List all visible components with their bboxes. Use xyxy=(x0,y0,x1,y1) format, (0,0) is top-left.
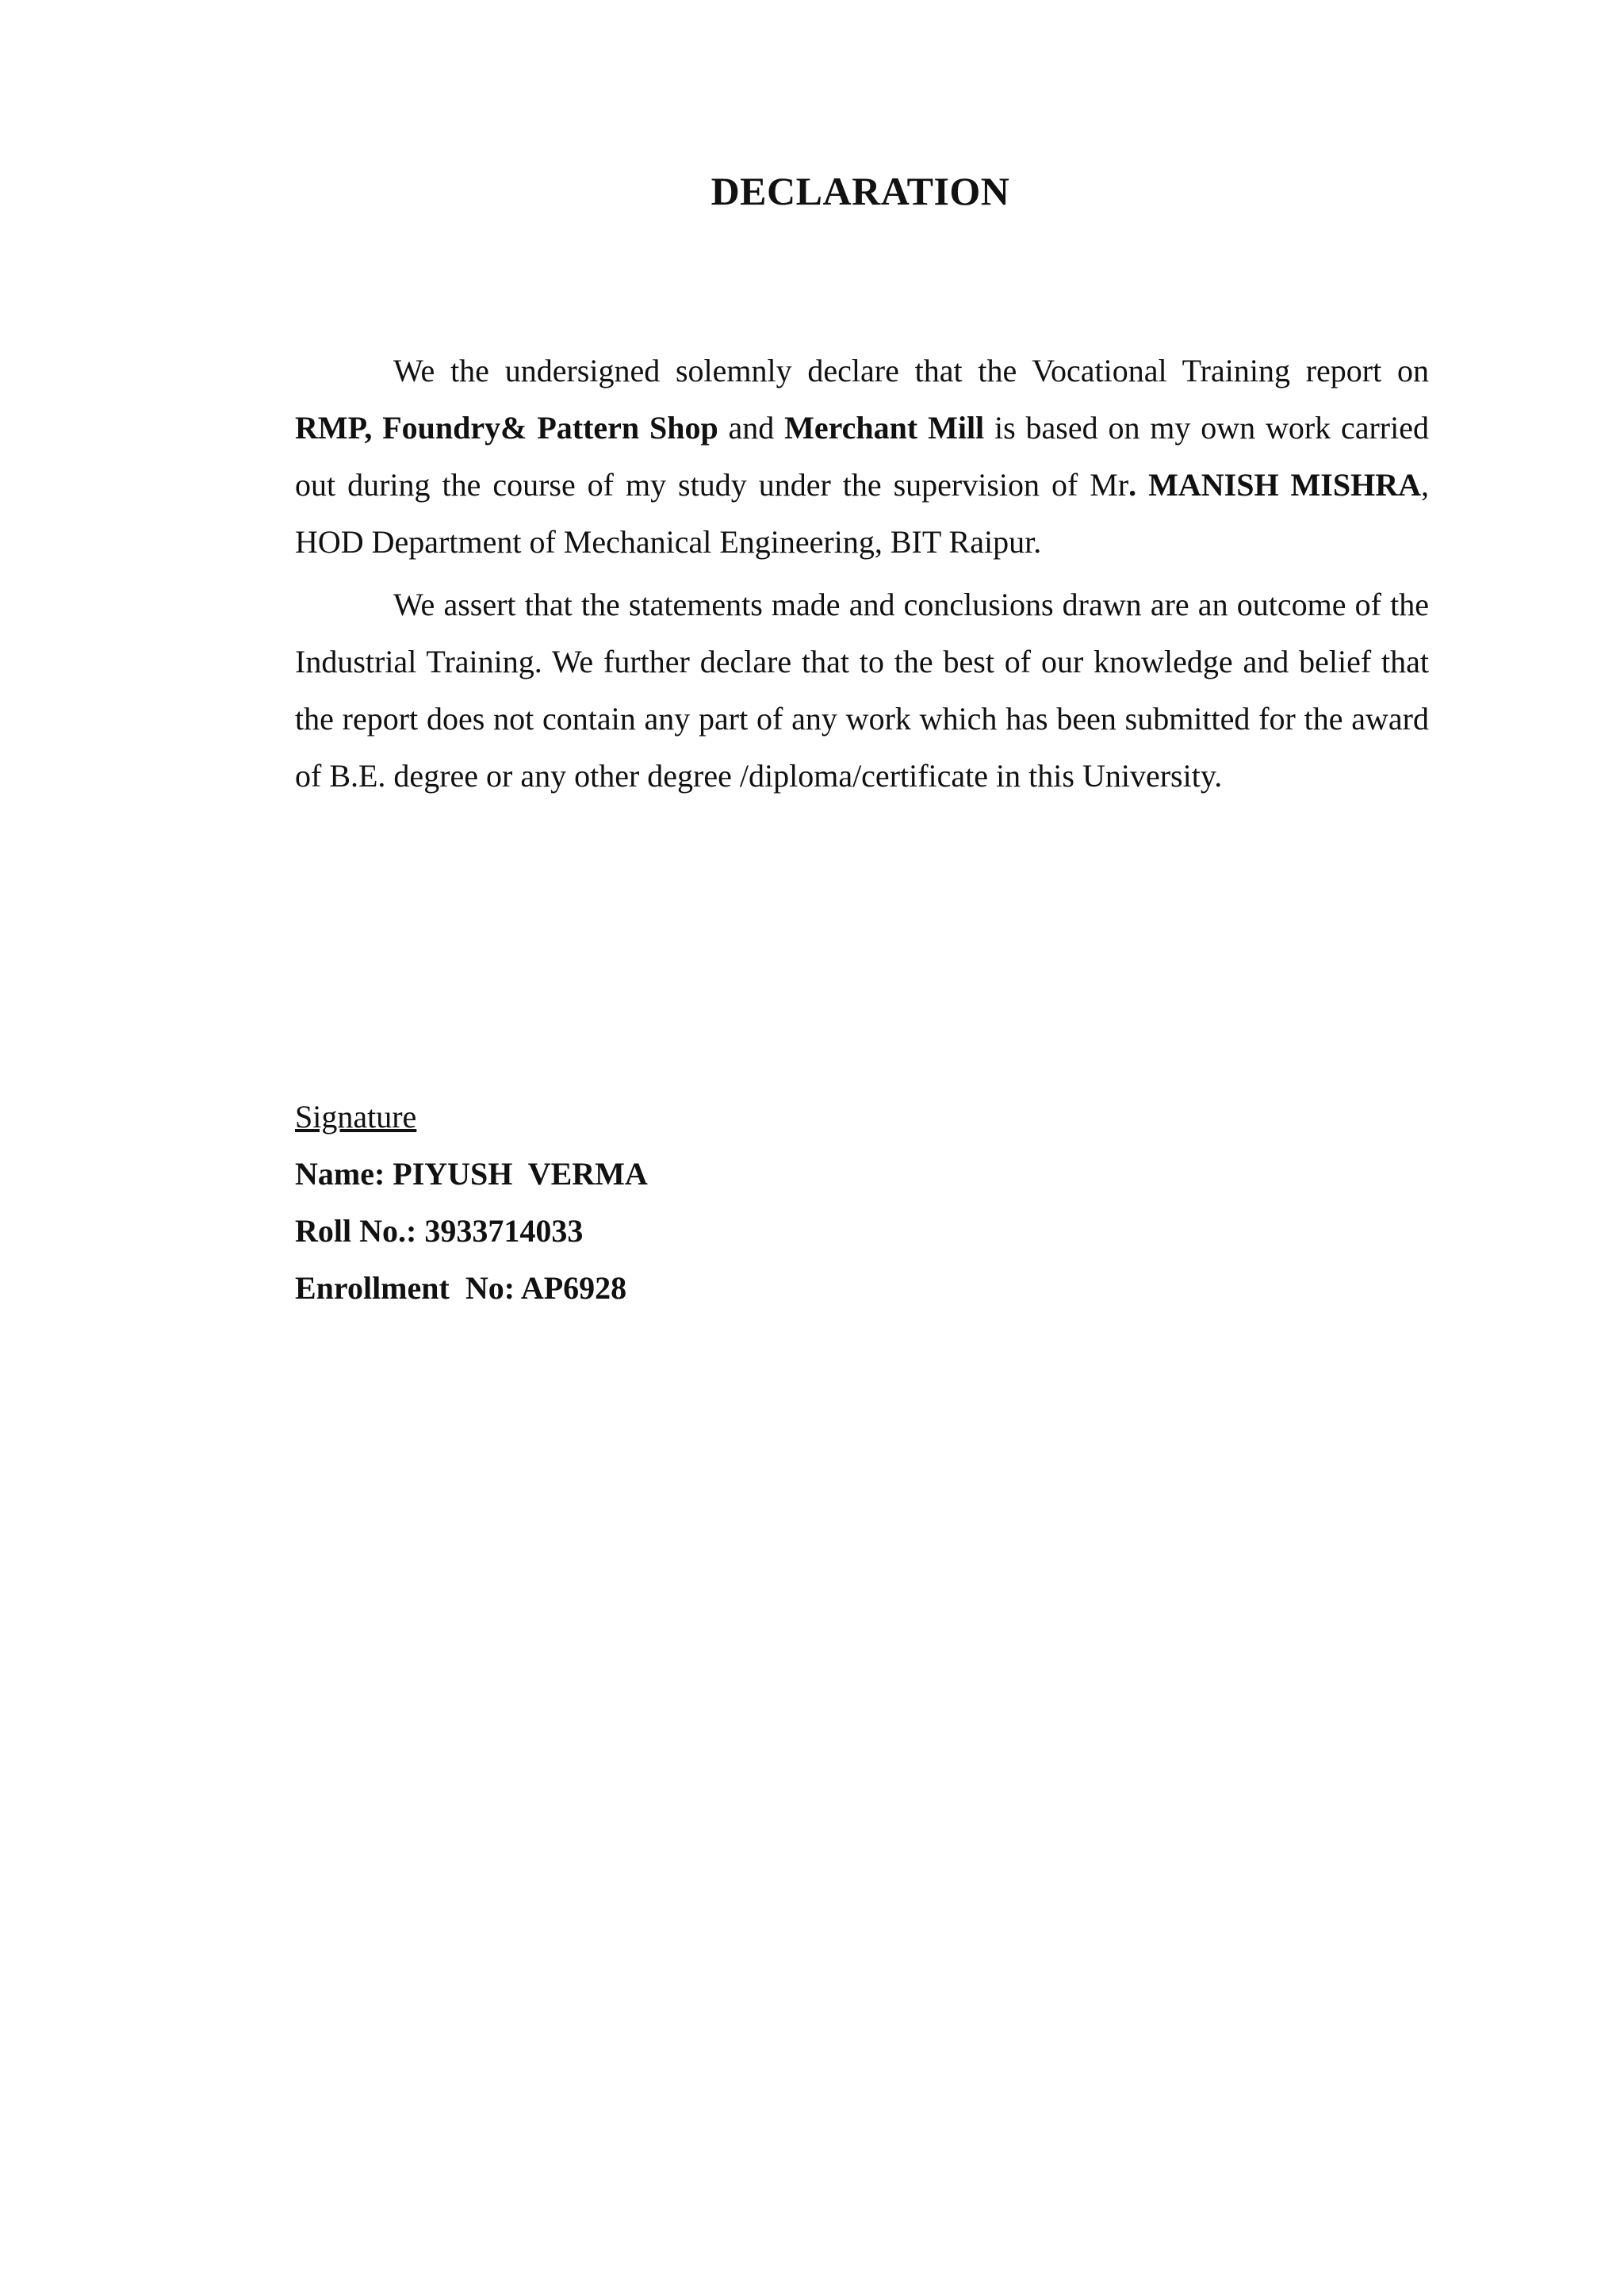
declaration-paragraph-2 xyxy=(295,576,1429,805)
signature-block xyxy=(295,1089,648,1317)
student-name: Name: PIYUSH VERMA xyxy=(295,1156,648,1192)
paragraph-1-bold-mill: Merchant Mill xyxy=(784,410,985,446)
paragraph-1-text-1: We the undersigned solemnly declare that the Vocational Training report on xyxy=(393,353,1429,388)
roll-number: Roll No.: 3933714033 xyxy=(295,1213,584,1249)
paragraph-1-text-4: , HOD Department of Mechanical Engineering, BIT Raipur. xyxy=(295,467,1429,560)
paragraph-1-text-3: is based on my own work carried out during the course of my study under the supervision of Mr xyxy=(295,410,1429,503)
enrollment-number: Enrollment No: AP6928 xyxy=(295,1270,627,1306)
paragraph-1-text-2: and xyxy=(718,410,785,446)
page-title: DECLARATION xyxy=(710,169,1010,213)
signature-label: Signature xyxy=(295,1099,417,1135)
paragraph-1-bold-shops: RMP, Foundry& Pattern Shop xyxy=(295,410,718,446)
declaration-paragraph-1 xyxy=(295,342,1429,571)
paragraph-2-text: We assert that the statements made and conclusions drawn are an outcome of the Industrial Training. We further declare that to the best of our knowledge and belief that the report does not contain any part of any work which has been submitted for the award of B.E. degree or any other degree /diploma/certificate in this University. xyxy=(295,587,1429,794)
paragraph-1-bold-supervisor: . MANISH MISHRA xyxy=(1128,467,1421,503)
